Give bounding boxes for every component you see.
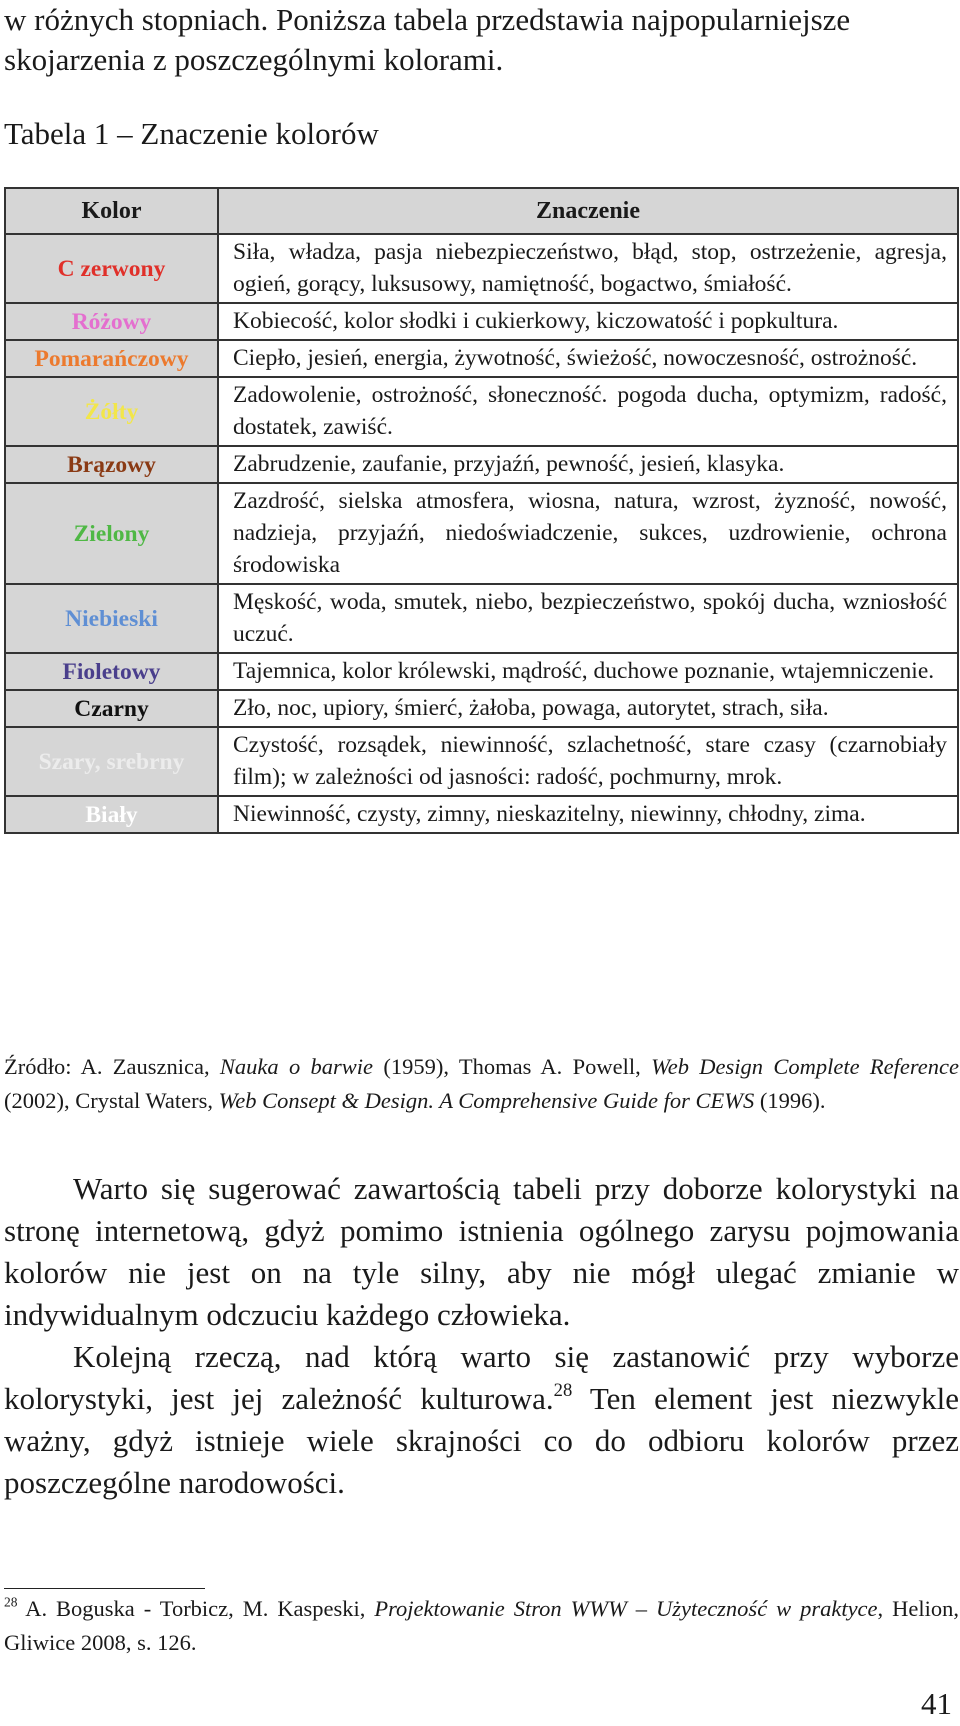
footnote bbox=[4, 1592, 959, 1660]
color-name-cell: C zerwony bbox=[5, 234, 218, 303]
body-paragraph-2-text: Kolejną rzeczą, nad którą warto się zastanowić przy wyborze kolorystyki, jest jej zależność kulturowa. bbox=[4, 1339, 959, 1416]
meaning-cell: Czystość, rozsądek, niewinność, szlachetność, stare czasy (czarnobiały film); w zależności od jasności: radość, pochmurny, mrok. bbox=[218, 727, 958, 796]
color-name-cell: Czarny bbox=[5, 690, 218, 727]
source-note bbox=[4, 1050, 959, 1118]
color-meaning-table bbox=[4, 187, 959, 834]
body-paragraph-1: Warto się sugerować zawartością tabeli przy doborze kolorystyki na stronę internetową, gdyż pomimo istnienia ogólnego zarysu pojmowania kolorów nie jest on na tyle silny, aby nie mógł ulegać zmianie w indywidualnym odczuciu każdego człowieka. bbox=[4, 1171, 959, 1332]
meaning-cell: Zadowolenie, ostrożność, słoneczność. pogoda ducha, optymizm, radość, dostatek, zawiść. bbox=[218, 377, 958, 446]
color-name-cell: Brązowy bbox=[5, 446, 218, 483]
table-row bbox=[5, 377, 958, 446]
source-label: Źródło: bbox=[4, 1054, 72, 1079]
meaning-cell: Ciepło, jesień, energia, żywotność, świeżość, nowoczesność, ostrożność. bbox=[218, 340, 958, 377]
color-name-cell: Pomarańczowy bbox=[5, 340, 218, 377]
meaning-cell: Kobiecość, kolor słodki i cukierkowy, kiczowatość i popkultura. bbox=[218, 303, 958, 340]
meaning-cell: Zabrudzenie, zaufanie, przyjaźń, pewność, jesień, klasyka. bbox=[218, 446, 958, 483]
table-row bbox=[5, 303, 958, 340]
intro-paragraph bbox=[4, 0, 956, 80]
footnote-marker: 28 bbox=[4, 1594, 18, 1610]
source-text: A. Zausznica, bbox=[71, 1054, 220, 1079]
intro-line-2: skojarzenia z poszczególnymi kolorami. bbox=[4, 42, 504, 77]
meaning-cell: Męskość, woda, smutek, niebo, bezpieczeństwo, spokój ducha, wzniosłość uczuć. bbox=[218, 584, 958, 653]
table-row bbox=[5, 340, 958, 377]
table-header-row bbox=[5, 188, 958, 234]
table-row bbox=[5, 796, 958, 833]
table-caption: Tabela 1 – Znaczenie kolorów bbox=[4, 116, 379, 151]
table-row bbox=[5, 653, 958, 690]
table-body bbox=[5, 234, 958, 833]
footnote-text: A. Boguska - Torbicz, M. Kaspeski, bbox=[17, 1596, 375, 1621]
footnote-text: , Helion, Gliwice 2008, s. 126. bbox=[4, 1596, 959, 1655]
footnote-title: Projektowanie Stron WWW – Użyteczność w praktyce bbox=[374, 1596, 878, 1621]
table-row bbox=[5, 690, 958, 727]
color-name-cell: Żółty bbox=[5, 377, 218, 446]
header-color: Kolor bbox=[5, 188, 218, 234]
color-name-cell: Różowy bbox=[5, 303, 218, 340]
table-row bbox=[5, 234, 958, 303]
source-title: Web Consept & Design. A Comprehensive Guide for CEWS bbox=[218, 1088, 755, 1113]
color-name-cell: Fioletowy bbox=[5, 653, 218, 690]
table-row bbox=[5, 727, 958, 796]
meaning-cell: Siła, władza, pasja niebezpieczeństwo, błąd, stop, ostrzeżenie, agresja, ogień, gorący, luksusowy, namiętność, bogactwo, śmiałość. bbox=[218, 234, 958, 303]
color-name-cell: Biały bbox=[5, 796, 218, 833]
color-name-cell: Niebieski bbox=[5, 584, 218, 653]
source-text: (2002), Crystal Waters, bbox=[4, 1088, 219, 1113]
body-paragraph-2 bbox=[4, 1336, 959, 1504]
body-paragraph-2-text: Ten element jest niezwykle ważny, gdyż istnieje wiele skrajności co do odbioru kolorów przez poszczególne narodowości. bbox=[4, 1381, 959, 1500]
color-name-cell: Zielony bbox=[5, 483, 218, 584]
source-text: (1996). bbox=[754, 1088, 826, 1113]
table-row bbox=[5, 446, 958, 483]
footnote-divider bbox=[4, 1588, 205, 1589]
source-title: Nauka o barwie bbox=[219, 1054, 374, 1079]
intro-line-1: w różnych stopniach. Poniższa tabela przedstawia najpopularniejsze bbox=[4, 2, 851, 37]
source-title: Web Design Complete Reference bbox=[651, 1054, 959, 1079]
footnote-reference[interactable]: 28 bbox=[553, 1379, 573, 1401]
body-text bbox=[4, 1168, 959, 1504]
source-text: (1959), Thomas A. Powell, bbox=[373, 1054, 652, 1079]
table-row bbox=[5, 483, 958, 584]
header-meaning: Znaczenie bbox=[218, 188, 958, 234]
color-name-cell: Szary, srebrny bbox=[5, 727, 218, 796]
page-number: 41 bbox=[921, 1686, 952, 1721]
meaning-cell: Tajemnica, kolor królewski, mądrość, duchowe poznanie, wtajemniczenie. bbox=[218, 653, 958, 690]
table-row bbox=[5, 584, 958, 653]
meaning-cell: Zło, noc, upiory, śmierć, żałoba, powaga, autorytet, strach, siła. bbox=[218, 690, 958, 727]
meaning-cell: Zazdrość, sielska atmosfera, wiosna, natura, wzrost, żyzność, nowość, nadzieja, przyjaźń, niedoświadczenie, sukces, uzdrowienie, ochrona środowiska bbox=[218, 483, 958, 584]
meaning-cell: Niewinność, czysty, zimny, nieskazitelny, niewinny, chłodny, zima. bbox=[218, 796, 958, 833]
